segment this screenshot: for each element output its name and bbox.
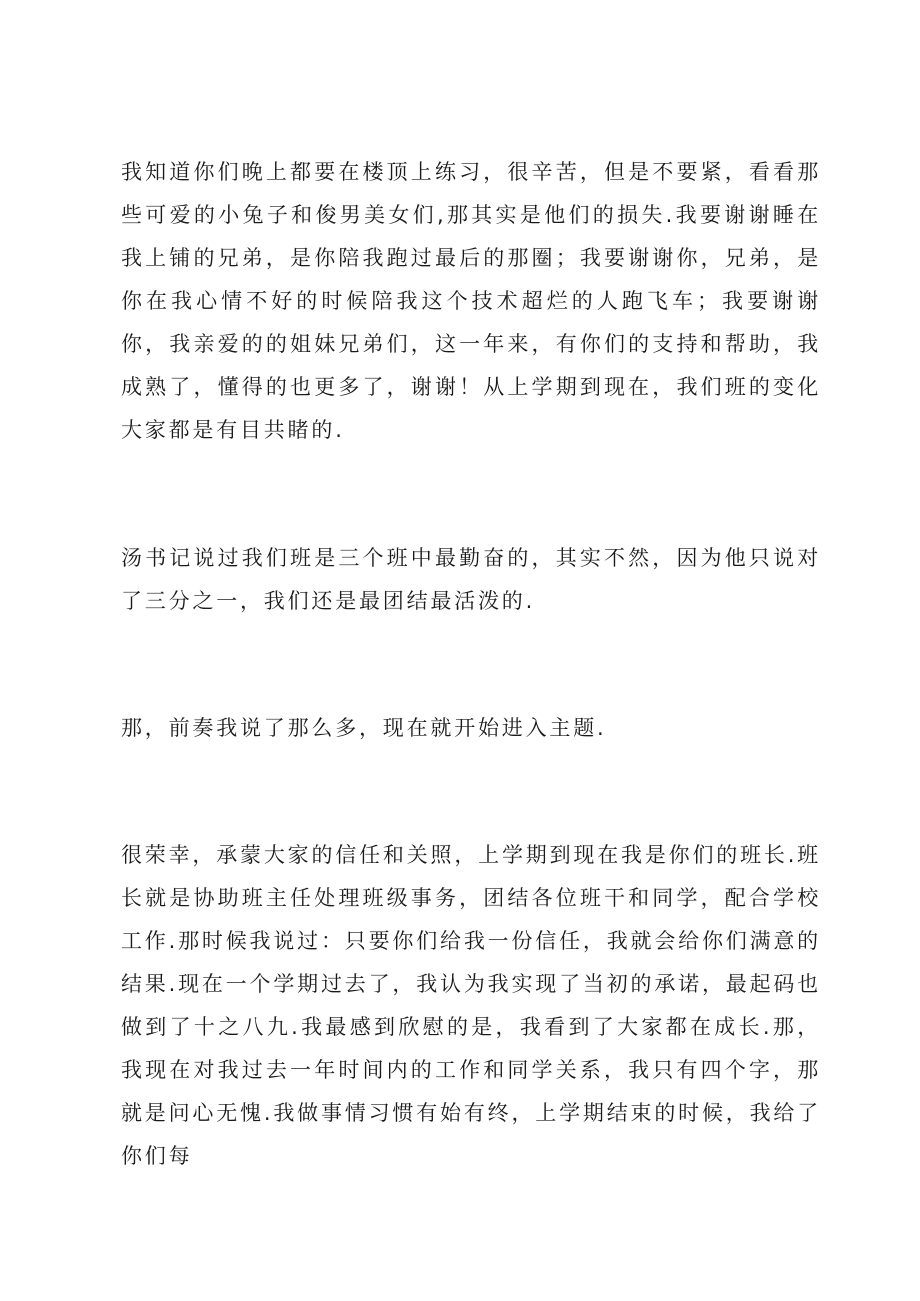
paragraph-4: 很荣幸，承蒙大家的信任和关照，上学期到现在我是你们的班长.班长就是协助班主任处理班级事务，团结各位班干和同学，配合学校工作.那时候我说过：只要你们给我一份信任，我就会给你们满意的结果.现在一个学期过去了，我认为我实现了当初的承诺，最起码也做到了十之八九.我最感到欣慰的是，我看到了大家都在成长.那，我现在对我过去一年时间内的工作和同学关系，我只有四个字，那就是问心无愧.我做事情习惯有始有终，上学期结束的时候，我给了你们每	[121, 843, 821, 1168]
document-body	[121, 151, 821, 1178]
paragraph-2: 汤书记说过我们班是三个班中最勤奋的，其实不然，因为他只说对了三分之一，我们还是最团结最活泼的.	[121, 546, 821, 613]
paragraph-3: 那，前奏我说了那么多，现在就开始进入主题.	[121, 716, 607, 740]
paragraph-1: 我知道你们晚上都要在楼顶上练习，很辛苦，但是不要紧，看看那些可爱的小兔子和俊男美女们,那其实是他们的损失.我要谢谢睡在我上铺的兄弟，是你陪我跑过最后的那圈；我要谢谢你，兄弟，是你在我心情不好的时候陪我这个技术超烂的人跑飞车；我要谢谢你，我亲爱的的姐妹兄弟们，这一年来，有你们的支持和帮助，我成熟了，懂得的也更多了，谢谢！从上学期到现在，我们班的变化大家都是有目共睹的.	[121, 160, 821, 442]
